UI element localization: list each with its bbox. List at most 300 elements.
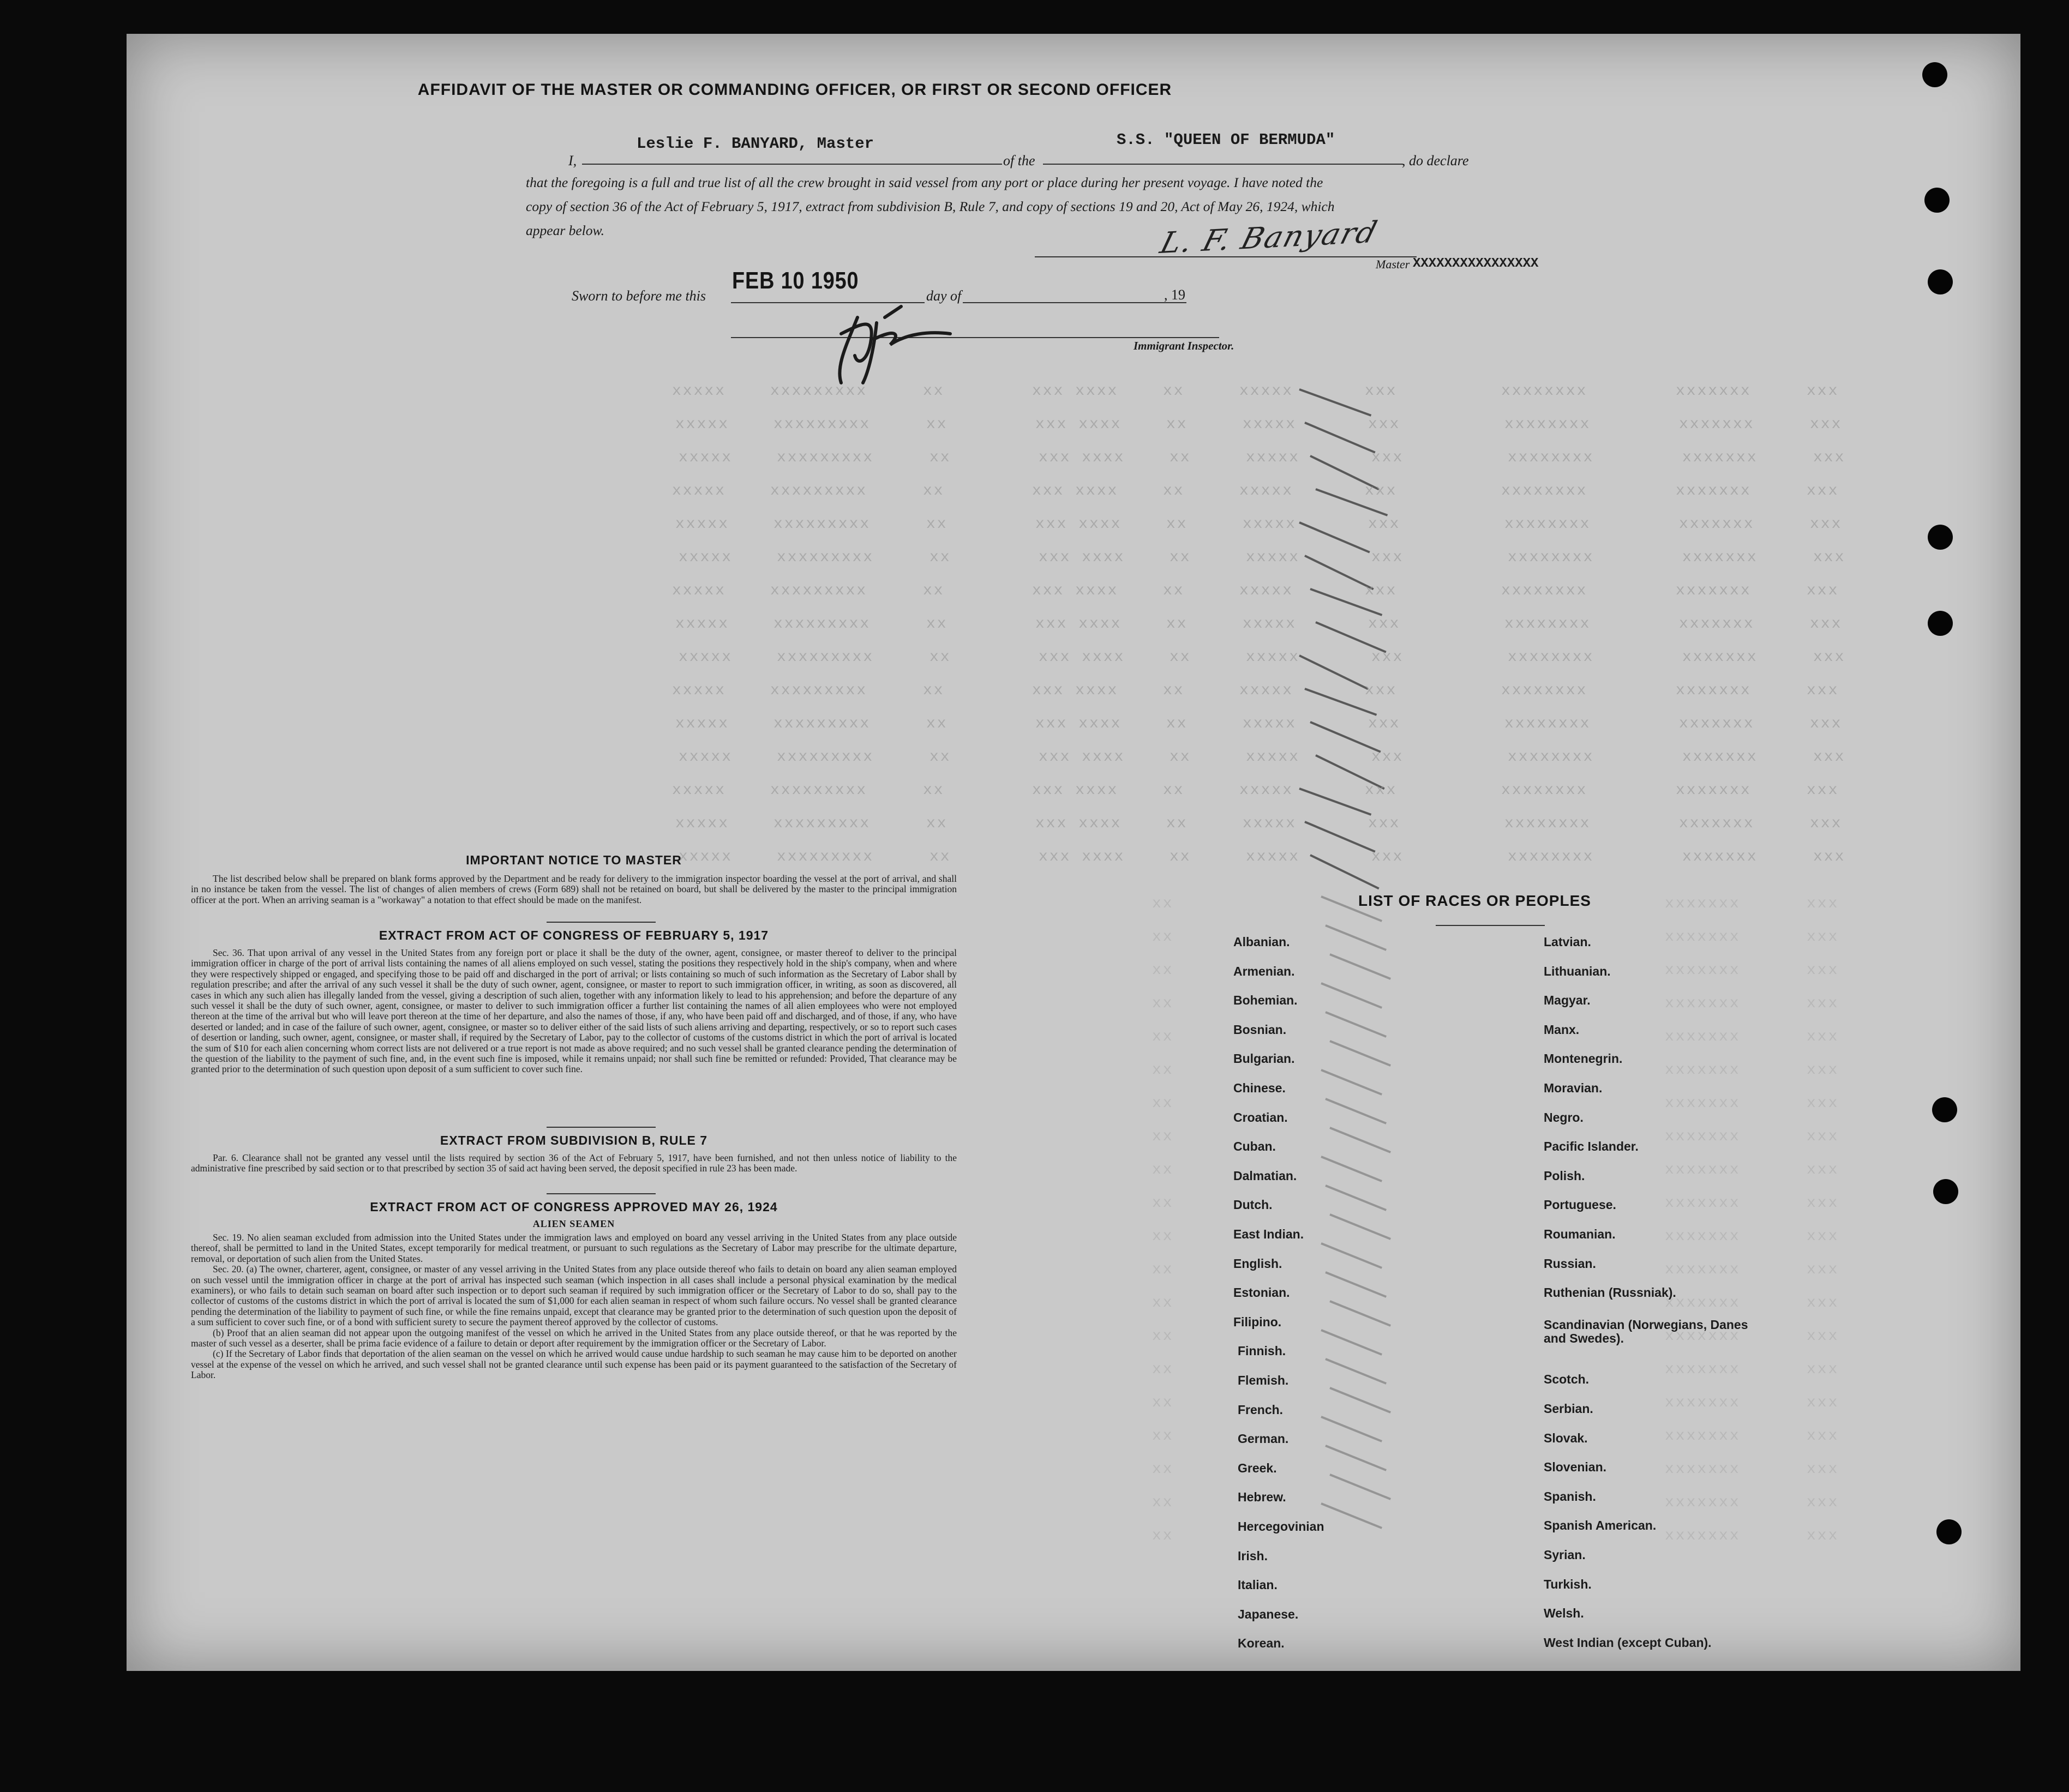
bleed-through-text: xxxxx [1246, 849, 1300, 865]
section-20b: (b) Proof that an alien seaman did not appear upon the outgoing manifest of the vessel on which he arrived in the United States from any place outside thereof, or that he was reported by the master of such vessel as a deserter, shall be prima facie evidence of a failure to detain or deport after requirement by the immigration officer or the Secretary of Labor. [191, 1327, 957, 1349]
race-item: Irish. [1238, 1548, 1268, 1563]
master-signature: L. F. Banyard [1156, 214, 1382, 261]
bleed-through-text: xxxxxxxxx [770, 782, 868, 799]
bleed-through-text: xxxxxxx [1676, 582, 1752, 599]
bleed-through-text: xx [923, 682, 945, 699]
tick-mark [1321, 982, 1382, 1009]
section-20c: (c) If the Secretary of Labor finds that deportation of the alien seaman on the vessel on which he arrived would cause undue hardship to such seaman he may cause him to be deported on another vessel at the expense of the vessel on which he arrived, and such vessel shall not be granted clearance until such expense has been paid or its payment guaranteed to the satisfaction of the Secretary of Labor. [191, 1348, 957, 1381]
bleed-through-text: xxx [1368, 416, 1401, 433]
vessel-name: S.S. "QUEEN OF BERMUDA" [1117, 131, 1335, 149]
bleed-through-text: xxxxxxx [1682, 849, 1758, 865]
bleed-through-text: xxxxxxx [1665, 1428, 1741, 1445]
bleed-through-text: xx [1163, 782, 1185, 799]
declaration-of-the: of the [1003, 153, 1035, 169]
bleed-through-text: xxxxxxxx [1508, 649, 1594, 666]
sworn-label: Sworn to before me this [572, 288, 706, 304]
bleed-through-text: xxxxxxxx [1501, 483, 1588, 500]
rule-7-body: Par. 6. Clearance shall not be granted any vessel until the lists required by section 36 of the Act of February 5, 1917, have been furnished, and not then unless notice of liability to the administrative fine prescribed by said section or to that prescribed by section 35 of said act having been served, the deposit specified in rule 23 has been made. [191, 1152, 957, 1174]
bleed-through-text: xxxxxxx [1676, 383, 1752, 400]
bleed-through-text: xxxxx [1239, 483, 1294, 500]
bleed-through-text: xxxxx [672, 383, 727, 400]
race-item: Hercegovinian [1238, 1519, 1324, 1534]
tick-mark [1321, 1069, 1382, 1096]
bleed-through-text: xxxxxxx [1679, 715, 1755, 732]
bleed-through-text: xxxxxxx [1676, 682, 1752, 699]
bleed-through-text: xxxxxxx [1665, 1494, 1741, 1511]
date-stamp: FEB 10 1950 [732, 267, 859, 294]
bleed-through-text: xxx [1810, 416, 1843, 433]
extract-1917-body: Sec. 36. That upon arrival of any vessel in the United States from any foreign port or place it shall be the duty of the owner, agent, consignee, or master thereof to deliver to the principal immigration officer in charge of the port of arrival lists containing the names of all aliens employed on such vessel, stating the positions they respectively hold in the ship's company, when and where they were respectively shipped or engaged, and specifying those to be paid off and discharged in the port of arrival; or lists containing so much of such information as the Secretary of Labor shall by regulation prescribe; and after the arrival of any such vessel it shall be the duty of such owner, agent, consignee, or master to report to such immigration officer, in writing, as soon as discovered, all cases in which any such alien has illegally landed from the vessel, giving a description of such alien, together with any information likely to lead to his apprehension; and before the departure of any such vessel it shall be the duty of such owner, agent, consignee, or master to deliver to such immigration officer a further list containing the names of all alien employees who were not employed thereon at the time of the arrival but who will leave port thereon at the time of her departure, and also the names of those, if any, who have been paid off and discharged, and of those, if any, who have deserted or landed; and in case of the failure of such owner, agent, consignee, or master so to deliver either of the said lists of such aliens arriving and departing, respectively, or so to report such cases of desertion or landing, such owner, agent, consignee, or master shall, if required by the Secretary of Labor, pay to the collector of customs of the customs district in which the port of arrival is located the sum of $10 for each alien concerning whom correct lists are not delivered or a true report is not made as above required; and no such vessel shall be granted clearance pending the determination of the question of the liability to the payment of such fine, and, in the event such fine is imposed, while it remains unpaid; nor shall such fine be remitted or refunded: Provided, That clearance may be granted prior to the determination of such question upon deposit of a sum sufficient to cover such fine. [191, 947, 957, 1075]
tick-mark [1325, 1271, 1387, 1298]
bleed-through-text: xxxxxxxxx [770, 582, 868, 599]
race-item: Estonian. [1233, 1285, 1290, 1300]
race-item: Roumanian. [1544, 1227, 1616, 1241]
race-item: Scandinavian (Norwegians, Danes and Swedes). [1544, 1317, 1748, 1345]
bleed-through-text: xxx [1807, 1128, 1839, 1145]
bleed-through-text: xxx [1807, 782, 1839, 799]
bleed-through-text: xxx [1807, 1528, 1839, 1544]
race-item: Magyar. [1544, 993, 1591, 1008]
bleed-through-text: xxxxxxx [1665, 1162, 1741, 1178]
bleed-through-text: xx [929, 649, 951, 666]
bleed-through-text: xxx [1807, 1228, 1839, 1245]
race-item: Japanese. [1238, 1607, 1299, 1621]
notice-heading: IMPORTANT NOTICE TO MASTER [466, 853, 682, 867]
bleed-through-text: xxxxx [679, 549, 733, 566]
race-item: Russian. [1544, 1256, 1596, 1271]
bleed-through-text: xxxxxxxx [1508, 549, 1594, 566]
bleed-through-text: xx [1163, 582, 1185, 599]
section-19: Sec. 19. No alien seaman excluded from admission into the United States under the immigration laws and employed on board any vessel arriving in the United States from any place outside thereof, shall be permitted to land in the United States, except temporarily for medical treatment, or pursuant to such regulations as the Secretary of Labor may prescribe for the ultimate departure, removal, or deportation of such alien from the United States. [191, 1232, 957, 1264]
bleed-through-text: xxx xxxx [1039, 549, 1125, 566]
bleed-through-text: xx [1152, 1029, 1174, 1045]
bleed-through-text: xxxxx [1239, 682, 1294, 699]
bleed-through-text: xxx [1371, 749, 1404, 766]
race-item: Greek. [1238, 1460, 1277, 1475]
bleed-through-text: xxxxxxxxx [777, 649, 874, 666]
race-item: Lithuanian. [1544, 964, 1611, 978]
bleed-through-text: xxxxxxxx [1504, 616, 1591, 633]
tick-mark [1304, 821, 1375, 852]
race-item: Slovenian. [1544, 1460, 1607, 1475]
bleed-through-text: xxxxx [672, 582, 727, 599]
bleed-through-text: xxxxx [1243, 616, 1297, 633]
bleed-through-text: xx [1152, 995, 1174, 1012]
race-item: Montenegrin. [1544, 1051, 1623, 1066]
declaration-do-declare: , do declare [1402, 153, 1469, 169]
bleed-through-text: xxxxxxx [1679, 616, 1755, 633]
bleed-through-text: xx [1152, 1261, 1174, 1278]
bleed-through-text: xx [1152, 895, 1174, 912]
bleed-through-text: xx [1152, 1062, 1174, 1079]
bleed-through-text: xxx [1807, 383, 1839, 400]
race-item: Polish. [1544, 1168, 1585, 1183]
bleed-through-text: xxx [1368, 516, 1401, 533]
bleed-through-text: xxxxxxx [1665, 1228, 1741, 1245]
bleed-through-text: xxxxxxx [1665, 1095, 1741, 1112]
bleed-through-text: xxx [1813, 749, 1846, 766]
bleed-through-text: xxx xxxx [1039, 649, 1125, 666]
race-item: Turkish. [1544, 1577, 1592, 1591]
bleed-through-text: xxxxxxx [1676, 782, 1752, 799]
tick-mark [1321, 1416, 1382, 1442]
name-underline [582, 164, 1002, 165]
tick-mark [1329, 953, 1391, 980]
bleed-through-text: xx [923, 483, 945, 500]
bleed-through-text: xx [1170, 649, 1191, 666]
rule-divider [1436, 925, 1545, 926]
bleed-through-text: xxxxx [1243, 516, 1297, 533]
bleed-through-text: xx [923, 782, 945, 799]
bleed-through-text: xxxxxxx [1665, 1195, 1741, 1212]
bleed-through-text: xx [1152, 1095, 1174, 1112]
bleed-through-text: xx [1152, 1162, 1174, 1178]
race-item: German. [1238, 1432, 1289, 1446]
master-label: Master [1376, 257, 1410, 271]
race-item: Korean. [1238, 1636, 1285, 1651]
bleed-through-text: xx [926, 616, 948, 633]
bleed-through-text: xx [1166, 715, 1188, 732]
tick-mark [1329, 1040, 1391, 1067]
sworn-year: , 19 [1164, 287, 1185, 303]
bleed-through-text: xxx [1368, 815, 1401, 832]
bleed-through-text: xxx [1813, 449, 1846, 466]
race-item: East Indian. [1233, 1227, 1304, 1241]
bleed-through-text: xxx [1807, 1029, 1839, 1045]
bleed-through-text: xxx [1807, 1095, 1839, 1112]
bleed-through-text: xxxxxxx [1676, 483, 1752, 500]
bleed-through-text: xxx [1807, 1494, 1839, 1511]
bleed-through-text: xx [1166, 815, 1188, 832]
bleed-through-text: xxx xxxx [1032, 782, 1119, 799]
binder-hole [1928, 269, 1953, 294]
bleed-through-text: xxxxx [1243, 815, 1297, 832]
tick-mark [1329, 1300, 1391, 1327]
bleed-through-text: xx [926, 715, 948, 732]
bleed-through-text: xxx [1365, 483, 1398, 500]
struck-title: XXXXXXXXXXXXXXXX [1413, 256, 1539, 271]
race-item: Moravian. [1544, 1081, 1603, 1095]
tick-mark [1299, 521, 1370, 553]
bleed-through-text: xxxxxxxxx [773, 416, 871, 433]
bleed-through-text: xxxxxxxx [1501, 582, 1588, 599]
race-item: West Indian (except Cuban). [1544, 1635, 1712, 1650]
bleed-through-text: xxxxxxxx [1504, 416, 1591, 433]
bleed-through-text: xxx xxxx [1035, 715, 1122, 732]
bleed-through-text: xxx [1807, 962, 1839, 979]
vessel-underline [1043, 164, 1403, 165]
tick-mark [1325, 1184, 1387, 1211]
bleed-through-text: xxxxx [672, 682, 727, 699]
bleed-through-text: xx [923, 582, 945, 599]
bleed-through-text: xxxxx [1243, 416, 1297, 433]
bleed-through-text: xxxxx [1239, 582, 1294, 599]
tick-mark [1321, 1502, 1382, 1529]
bleed-through-text: xxx xxxx [1032, 483, 1119, 500]
bleed-through-text: xxxxxxxxx [773, 815, 871, 832]
race-item: Bohemian. [1233, 993, 1298, 1008]
inspector-signature [825, 301, 967, 388]
bleed-through-text: xx [1152, 929, 1174, 946]
bleed-through-text: xx [926, 815, 948, 832]
bleed-through-text: xx [1152, 1195, 1174, 1212]
bleed-through-text: xxx [1810, 616, 1843, 633]
bleed-through-text: xxxxxxxxx [773, 616, 871, 633]
race-item: Flemish. [1238, 1373, 1289, 1387]
binder-hole [1928, 611, 1953, 636]
race-item: Spanish American. [1544, 1518, 1657, 1533]
bleed-through-text: xxx [1365, 582, 1398, 599]
bleed-through-text: xxxxx [1239, 782, 1294, 799]
rule-divider [547, 922, 656, 923]
bleed-through-text: xxxxxxx [1665, 1394, 1741, 1411]
bleed-through-text: xxxxxxx [1665, 1361, 1741, 1378]
bleed-through-text: xxxxxxxxx [777, 849, 874, 865]
race-item: Bulgarian. [1233, 1051, 1295, 1066]
section-20a: Sec. 20. (a) The owner, charterer, agent, consignee, or master of any vessel arriving in the United States from any place outside thereof who fails to detain on board any alien seaman employed on such vessel until the immigration officer in charge at the port of arrival has inspected such seaman (which inspection in all cases shall include a personal physical examination by the medical examiners), or who fails to detain such seaman on board after such inspection or to deport such seaman if required by such immigration officer or the Secretary of Labor to do so, shall pay to the collector of customs of the customs district in which the port of arrival is located the sum of $1,000 for each alien seaman in respect of whom such failure occurs. No vessel shall be granted clearance pending the determination of the liability to payment of such fine, or while the fine remains unpaid, except that clearance may be granted prior to the determination of such question upon the deposit of a sum sufficient to cover such fine, or of a bond with sufficient surety to secure the payment thereof approved by the collector of customs. [191, 1264, 957, 1328]
bleed-through-text: xxxxxxxxx [770, 682, 868, 699]
bleed-through-text: xx [1170, 849, 1191, 865]
bleed-through-text: xxxxxxxxx [777, 749, 874, 766]
bleed-through-text: xxx xxxx [1035, 416, 1122, 433]
bleed-through-text: xxxxxxx [1682, 449, 1758, 466]
bleed-through-text: xxxxxxx [1665, 929, 1741, 946]
tick-mark [1321, 1156, 1382, 1182]
bleed-through-text: xxxxxxxx [1508, 749, 1594, 766]
bleed-through-text: xxxxxxxxx [770, 383, 868, 400]
bleed-through-text: xxxxxxxx [1508, 449, 1594, 466]
tick-mark [1325, 1098, 1387, 1124]
race-item: Albanian. [1233, 935, 1290, 949]
rule-divider [547, 1193, 656, 1194]
tick-mark [1329, 1213, 1391, 1240]
race-item: Finnish. [1238, 1344, 1286, 1358]
sworn-day-of: day of [925, 288, 963, 304]
bleed-through-text: xxxxxxxx [1501, 782, 1588, 799]
bleed-through-text: xxxxxxx [1665, 895, 1741, 912]
manifest-page [127, 34, 2020, 1671]
bleed-through-text: xxx [1807, 1428, 1839, 1445]
bleed-through-text: xxx [1807, 1062, 1839, 1079]
bleed-through-text: xxx xxxx [1032, 582, 1119, 599]
bleed-through-text: xxxxx [679, 449, 733, 466]
race-item: Slovak. [1544, 1430, 1588, 1445]
bleed-through-text: xxx [1810, 715, 1843, 732]
bleed-through-text: xx [926, 516, 948, 533]
bleed-through-text: xxx [1810, 516, 1843, 533]
bleed-through-text: xxxxx [1246, 749, 1300, 766]
bleed-through-text: xxxxxxx [1665, 1062, 1741, 1079]
bleed-through-text: xx [1163, 483, 1185, 500]
bleed-through-text: xxxxxxx [1665, 962, 1741, 979]
bleed-through-text: xxxxxxxx [1501, 383, 1588, 400]
bleed-through-text: xxx xxxx [1039, 849, 1125, 865]
race-item: Armenian. [1233, 964, 1295, 978]
rule-divider [547, 1127, 656, 1128]
bleed-through-text: xx [929, 749, 951, 766]
bleed-through-text: xxx [1371, 449, 1404, 466]
alien-seamen-subheading: ALIEN SEAMEN [532, 1218, 615, 1229]
bleed-through-text: xxxxxxx [1665, 1528, 1741, 1544]
bleed-through-text: xxxxx [1246, 449, 1300, 466]
bleed-through-text: xx [1152, 1528, 1174, 1544]
bleed-through-text: xxx [1371, 649, 1404, 666]
tick-mark [1304, 422, 1375, 453]
bleed-through-text: xxxxxxx [1682, 649, 1758, 666]
race-item: Chinese. [1233, 1081, 1286, 1095]
bleed-through-text: xxx [1807, 582, 1839, 599]
bleed-through-text: xx [923, 383, 945, 400]
tick-mark [1325, 1445, 1387, 1471]
tick-mark [1299, 388, 1371, 417]
race-item: Dalmatian. [1233, 1168, 1297, 1183]
bleed-through-text: xx [1152, 1328, 1174, 1345]
bleed-through-text: xxx [1813, 549, 1846, 566]
bleed-through-text: xx [1166, 516, 1188, 533]
bleed-through-text: xxxxx [675, 815, 730, 832]
bleed-through-text: xx [1170, 549, 1191, 566]
race-item: Hebrew. [1238, 1490, 1286, 1505]
bleed-through-text: xxx [1371, 849, 1404, 865]
race-item: Cuban. [1233, 1139, 1276, 1154]
declaration-line-2: that the foregoing is a full and true list of all the crew brought in said vessel from any port or place during her present voyage. I have noted the [526, 175, 1323, 190]
bleed-through-text: xxxxxxxx [1504, 516, 1591, 533]
bleed-through-text: xxx [1368, 616, 1401, 633]
bleed-through-text: xxxxx [1246, 649, 1300, 666]
bleed-through-text: xxx [1807, 929, 1839, 946]
bleed-through-text: xxxxxxxx [1508, 849, 1594, 865]
race-item: Portuguese. [1544, 1198, 1616, 1212]
bleed-through-text: xxxxxxxx [1501, 682, 1588, 699]
bleed-through-text: xxxxxxxx [1504, 715, 1591, 732]
bleed-through-text: xx [1152, 1428, 1174, 1445]
bleed-through-text: xx [929, 849, 951, 865]
bleed-through-text: xxx [1807, 1361, 1839, 1378]
bleed-through-text: xxxxx [675, 516, 730, 533]
bleed-through-text: xxx [1807, 1195, 1839, 1212]
race-item: Welsh. [1544, 1606, 1584, 1621]
tick-mark [1329, 1387, 1391, 1414]
race-item: English. [1233, 1256, 1282, 1271]
bleed-through-text: xxx [1807, 1261, 1839, 1278]
bleed-through-text: xxx xxxx [1039, 749, 1125, 766]
bleed-through-text: xx [929, 549, 951, 566]
race-item: Spanish. [1544, 1489, 1596, 1504]
extract-1924-body [191, 1232, 957, 1381]
bleed-through-text: xxx [1807, 682, 1839, 699]
bleed-through-text: xxx [1813, 649, 1846, 666]
bleed-through-text: xxx xxxx [1035, 616, 1122, 633]
race-item: Latvian. [1544, 935, 1591, 949]
tick-mark [1325, 924, 1387, 951]
extract-1917-heading: EXTRACT FROM ACT OF CONGRESS OF FEBRUARY 5, 1917 [379, 928, 769, 942]
race-item: Bosnian. [1233, 1022, 1287, 1037]
bleed-through-text: xxxxxxx [1679, 815, 1755, 832]
bleed-through-text: xxx [1807, 1295, 1839, 1312]
tick-mark [1304, 555, 1374, 590]
tick-mark [1325, 1358, 1387, 1385]
binder-hole [1932, 1097, 1957, 1122]
bleed-through-text: xxxxxxx [1665, 1029, 1741, 1045]
extract-1924-heading: EXTRACT FROM ACT OF CONGRESS APPROVED MAY 26, 1924 [370, 1200, 778, 1214]
bleed-through-text: xx [1163, 383, 1185, 400]
race-item: Negro. [1544, 1110, 1584, 1124]
race-item: Manx. [1544, 1022, 1580, 1037]
bleed-through-text: xxxxxxxxx [777, 549, 874, 566]
bleed-through-text: xxxxx [672, 782, 727, 799]
bleed-through-text: xxx xxxx [1032, 682, 1119, 699]
binder-hole [1936, 1519, 1962, 1544]
bleed-through-text: xxxxx [675, 715, 730, 732]
bleed-through-text: xxxxxxx [1665, 1461, 1741, 1478]
bleed-through-text: xxxxxxx [1665, 1261, 1741, 1278]
affidavit-title: AFFIDAVIT OF THE MASTER OR COMMANDING OFFICER, OR FIRST OR SECOND OFFICER [417, 81, 1172, 99]
bleed-through-text: xx [1152, 1494, 1174, 1511]
tick-mark [1321, 1242, 1382, 1269]
bleed-through-text: xx [1152, 1394, 1174, 1411]
race-item: Ruthenian (Russniak). [1544, 1285, 1676, 1300]
race-item: Pacific Islander. [1544, 1139, 1639, 1154]
bleed-through-text: xx [1152, 1361, 1174, 1378]
bleed-through-text: xxxxx [672, 483, 727, 500]
bleed-through-text: xxxxx [1246, 549, 1300, 566]
tick-mark [1321, 1329, 1382, 1356]
declaration-i: I, [568, 153, 577, 169]
bleed-through-text: xxxxxxx [1665, 1328, 1741, 1345]
race-item: Scotch. [1544, 1372, 1590, 1387]
bleed-through-text: xxx [1807, 1162, 1839, 1178]
binder-hole [1924, 188, 1950, 213]
bleed-through-text: xxxxxxx [1665, 995, 1741, 1012]
bleed-through-text: xx [1170, 449, 1191, 466]
bleed-through-text: xxx xxxx [1035, 516, 1122, 533]
bleed-through-text: xxxxx [679, 849, 733, 865]
binder-hole [1922, 62, 1947, 87]
bleed-through-text: xxxxxxx [1679, 516, 1755, 533]
tick-mark [1299, 787, 1371, 816]
bleed-through-text: xx [926, 416, 948, 433]
bleed-through-text: xxxxxxx [1682, 549, 1758, 566]
tick-mark [1299, 654, 1369, 690]
bleed-through-text: xxxxxxx [1665, 1128, 1741, 1145]
tick-mark [1329, 1127, 1391, 1153]
declaration-line-4: appear below. [526, 223, 605, 238]
tick-mark [1325, 1011, 1387, 1038]
bleed-through-text: xx [1163, 682, 1185, 699]
bleed-through-text: xxx [1810, 815, 1843, 832]
bleed-through-text: xxx [1365, 782, 1398, 799]
bleed-through-text: xx [1152, 1228, 1174, 1245]
bleed-through-text: xxx [1371, 549, 1404, 566]
bleed-through-text: xxx [1807, 483, 1839, 500]
bleed-through-text: xxx [1807, 1328, 1839, 1345]
binder-hole [1933, 1179, 1958, 1204]
notice-body: The list described below shall be prepared on blank forms approved by the Department and be ready for delivery to the immigration inspector boarding the vessel at the port of arrival, and shall in no instance be taken from the vessel. The list of changes of alien members of crews (Form 689) shall not be retained on board, but shall be delivered by the master to the principal immigration officer at the port. When an arriving seaman is a "workaway" a notation to that effect should be made on the manifest. [191, 873, 957, 905]
bleed-through-text: xx [929, 449, 951, 466]
bleed-through-text: xxxxx [675, 416, 730, 433]
tick-mark [1329, 1474, 1391, 1500]
bleed-through-text: xxxxx [679, 649, 733, 666]
bleed-through-text: xx [1170, 749, 1191, 766]
race-item: Dutch. [1233, 1198, 1273, 1212]
bleed-through-text: xx [1166, 616, 1188, 633]
bleed-through-text: xx [1166, 416, 1188, 433]
bleed-through-text: xxxxxxxx [1504, 815, 1591, 832]
bleed-through-text: xxxxxxxxx [773, 516, 871, 533]
bleed-through-text: xx [1152, 1128, 1174, 1145]
bleed-through-text: xxxxx [679, 749, 733, 766]
binder-hole [1928, 525, 1953, 550]
